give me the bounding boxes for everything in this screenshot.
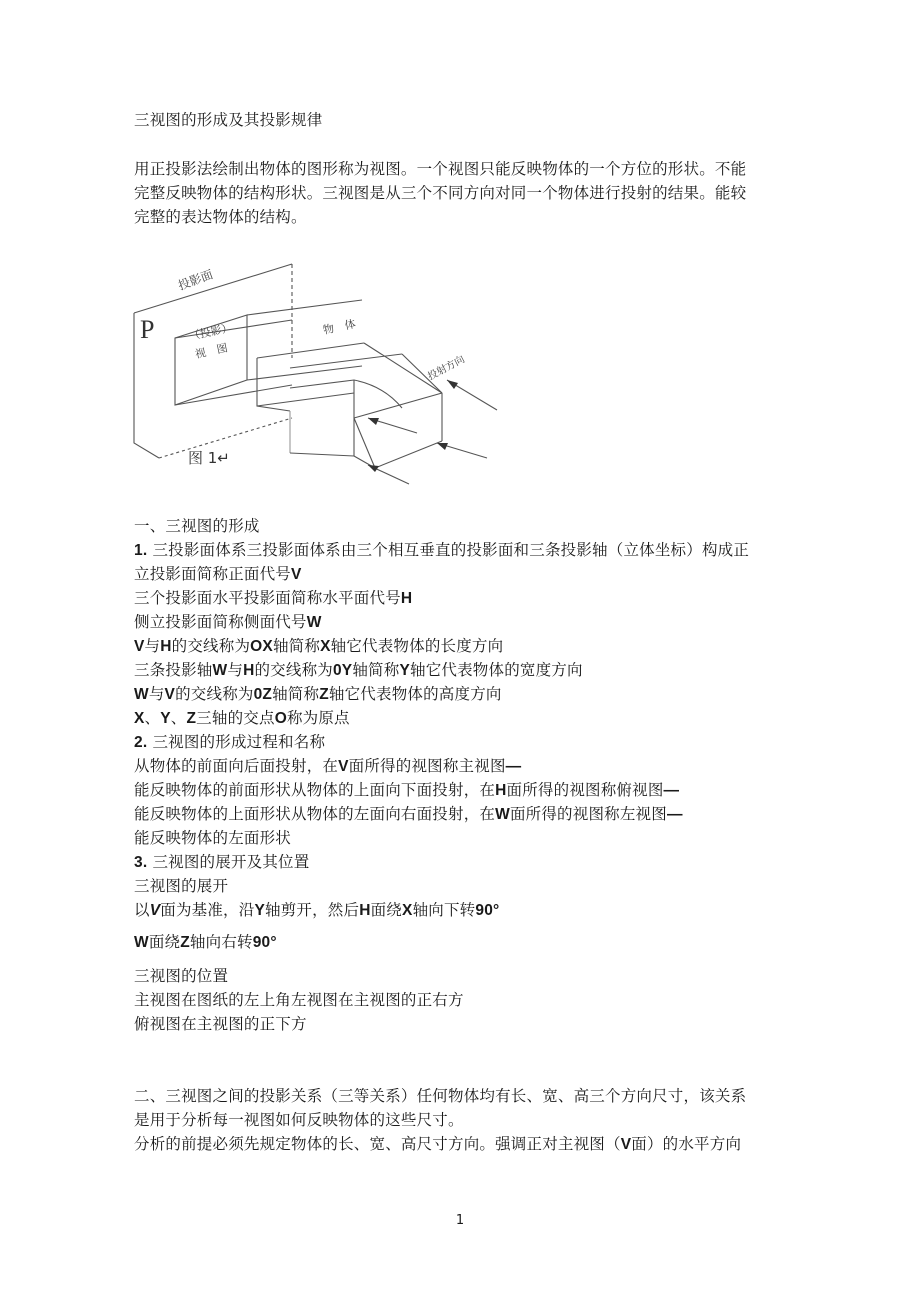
figure-1-projection-diagram [132,258,502,490]
doc-title: 三视图的形成及其投影规律 [134,111,323,129]
extension-line-4 [247,366,362,380]
section1-heading: 一、三视图的形成 [134,517,260,535]
s2-para-3: 分析的前提必须先规定物体的长、宽、高尺寸方向。强调正对主视图（V面）的水平方向 [134,1135,742,1153]
s1-para-6: 三条投影轴W与H的交线称为0Y轴简称Y轴它代表物体的宽度方向 [134,661,583,679]
object-bottom-1 [290,453,354,456]
label-p: P [140,315,155,344]
arrow-head-2 [368,418,379,425]
s1-para-13: 能反映物体的左面形状 [134,829,292,847]
s1-para-1: 1. 三投影面体系三投影面体系由三个相互垂直的投影面和三条投影轴（立体坐标）构成正 [134,541,750,559]
s1-para-15: 三视图的展开 [134,877,229,895]
arrow-head-1 [447,380,458,389]
s2-para-2: 是用于分析每一视图如何反映物体的这些尺寸。 [134,1111,464,1129]
s1-para-8: X、Y、Z三轴的交点O称为原点 [134,709,350,727]
extension-line-3 [175,385,292,405]
s1-para-2: 立投影面简称正面代号V [134,565,302,583]
s1-para-18: 三视图的位置 [134,967,229,985]
s1-para-4: 侧立投影面简称侧面代号W [134,613,322,631]
s1-para-7: W与V的交线称为0Z轴简称Z轴它代表物体的高度方向 [134,685,502,703]
projection-plane-top-edge [134,264,292,313]
page-number: 1 [455,1213,465,1228]
object-top-back [257,343,364,358]
s1-para-12: 能反映物体的上面形状从物体的左面向右面投射，在W面所得的视图称左视图— [134,805,683,823]
arrow-head-4 [368,465,379,472]
s1-para-14: 3. 三视图的展开及其位置 [134,853,310,871]
label-object: 物 体 [321,317,357,337]
s1-para-3: 三个投影面水平投影面简称水平面代号H [134,589,413,607]
label-direction: 投射方向 [426,354,467,383]
s2-para-1: 二、三视图之间的投影关系（三等关系）任何物体均有长、宽、高三个方向尺寸，该关系 [134,1087,747,1105]
extension-line-2 [247,300,362,315]
object-top-diagonal [364,343,442,393]
object-front-left-edge [354,418,375,468]
s1-para-19: 主视图在图纸的左上角左视图在主视图的正右方 [134,991,464,1009]
s1-para-17: W面绕Z轴向右转90° [134,933,277,951]
s1-para-11: 能反映物体的前面形状从物体的上面向下面投射，在H面所得的视图称俯视图— [134,781,680,799]
s1-para-16: 以V面为基准，沿Y轴剪开，然后H面绕X轴向下转90° [134,901,500,919]
s1-para-9: 2. 三视图的形成过程和名称 [134,733,326,751]
label-projection-plane: 投影面 [176,267,215,293]
figure-caption: 图 1↵ [188,449,230,467]
intro-line-1: 用正投影法绘制出物体的图形称为视图。一个视图只能反映物体的一个方位的形状。不能 [134,160,747,178]
object-front-top [354,393,442,418]
label-view-a: （投影） [187,321,234,343]
label-view-b: 视 图 [193,341,229,361]
intro-line-2: 完整反映物体的结构形状。三视图是从三个不同方向对同一个物体进行投射的结果。能较 [134,184,747,202]
intro-line-3: 完整的表达物体的结构。 [134,208,307,226]
object-front-bottom [375,441,442,468]
s1-para-5: V与H的交线称为OX轴简称X轴它代表物体的长度方向 [134,637,504,655]
s1-para-20: 俯视图在主视图的正下方 [134,1015,307,1033]
object-lower-edge [257,393,354,406]
arrow-head-3 [437,443,448,450]
object-front-left [257,358,290,411]
s1-para-10: 从物体的前面向后面投射，在V面所得的视图称主视图— [134,757,522,775]
